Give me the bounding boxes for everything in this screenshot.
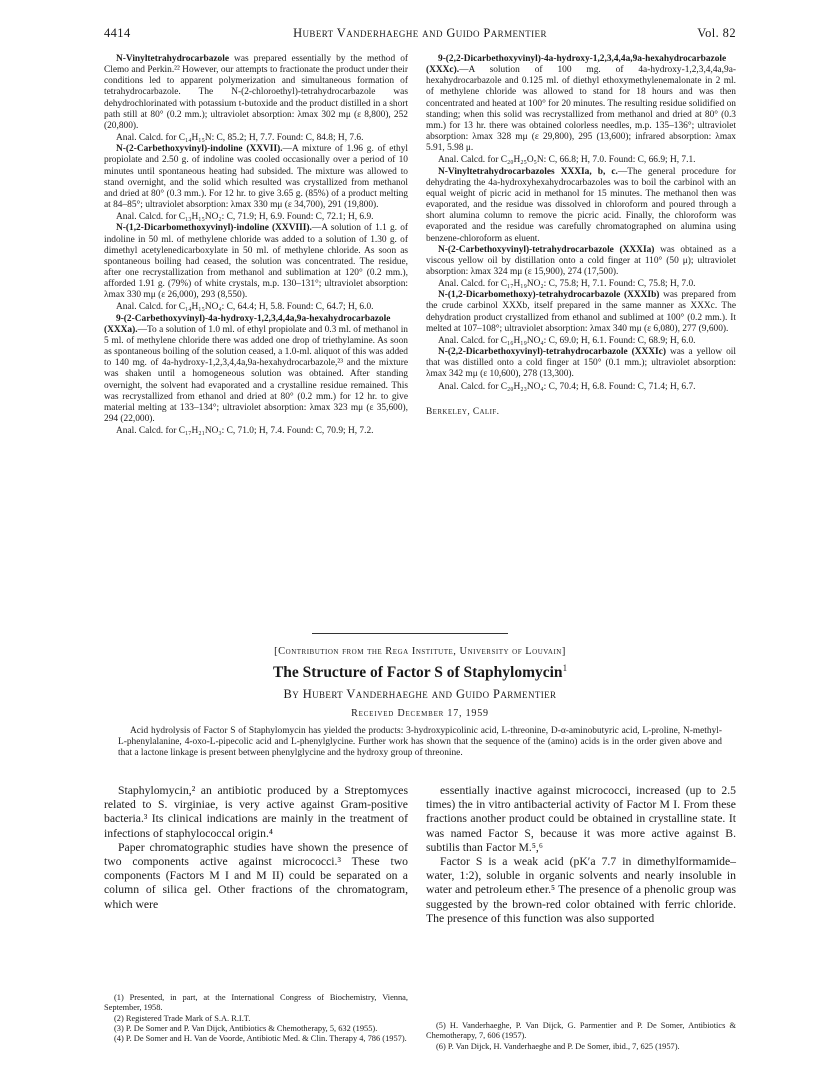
compound-heading: N-(2-Carbethoxyvinyl)-indoline (XXVII). bbox=[116, 144, 283, 155]
paragraph bbox=[426, 167, 736, 245]
paragraph-text: was a yellow oil that was distilled onto a cold finger at 150° (0.1 mm.); ultraviolet absorption: λmax 342 mμ (ε 10,600), 278 (13,300). bbox=[426, 347, 736, 380]
contribution-line: [Contribution from the Rega Institute, University of Louvain] bbox=[274, 646, 566, 657]
footnote: (5) H. Vanderhaeghe, P. Van Dijck, G. Parmentier and P. De Somer, Antibiotics & Chemotherapy, 7, 606 (1957). bbox=[426, 1021, 736, 1041]
paragraph bbox=[426, 347, 736, 380]
analysis-line: Anal. Calcd. for C₁₃H₁₅NO₂: C, 71.9; H, 6.9. Found: C, 72.1; H, 6.9. bbox=[116, 212, 374, 223]
footnote: (2) Registered Trade Mark of S.A. R.I.T. bbox=[114, 1013, 251, 1023]
compound-heading: N-(1,2-Dicarbomethoxy)-tetrahydrocarbazole (XXXIb) bbox=[438, 290, 660, 301]
body-right-column bbox=[426, 784, 736, 926]
body-left-column bbox=[104, 784, 408, 912]
paragraph bbox=[104, 144, 408, 211]
footnote: (3) P. De Somer and P. Van Dijck, Antibiotics & Chemotherapy, 5, 632 (1955). bbox=[114, 1023, 378, 1033]
paragraph bbox=[426, 245, 736, 278]
paragraph-text: —A solution of 100 mg. of 4a-hydroxy-1,2,3,4,4a,9a-hexahydrocarbazole and 0.125 ml. of diethyl ethoxymethylenemalonate in 2 ml. of methylene chloride was allowed to stand for 18 hours and was then concentrated and heated at 100° for 20 minutes. The resulting residue solidified on standing; when this solid was recrystallized from methanol and dried at 80° (0.3 mm.) for 13 hr. there was obtained colorless needles, m.p. 135–136°; ultraviolet absorption: λmax 328 mμ (ε 29,800), 295 (13,600); infrared absorption: λmax 5.91, 5.98 μ. bbox=[426, 65, 736, 154]
compound-heading: N-(2,2-Dicarbethoxyvinyl)-tetrahydrocarbazole (XXXIc) bbox=[438, 347, 666, 358]
analysis-line: Anal. Calcd. for C₁₇H₁₉NO₂: C, 75.8; H, 7.1. Found: C, 75.8; H, 7.0. bbox=[438, 279, 696, 290]
compound-heading: N-(1,2-Dicarbomethoxyvinyl)-indoline (XXVIII). bbox=[116, 223, 312, 234]
section-divider bbox=[312, 633, 508, 634]
paragraph-text: was prepared essentially by the method of Clemo and Perkin.²² However, our attempts to fractionate the product under their conditions led to apparent polymerization and simultaneous formation of tetrahydrocarbazole. The N-(2-chloroethyl)-tetrahydrocarbazole was dehydrochlorinated with potassium t-butoxide and the product distilled in a short path still at 80° (0.2 mm.); ultraviolet absorption: λmax 302 mμ (ε 8,800), 252 (20,800). bbox=[104, 54, 409, 131]
footnote: (6) P. Van Dijck, H. Vanderhaeghe and P. De Somer, ibid., 7, 625 (1957). bbox=[436, 1041, 680, 1051]
received-date: Received December 17, 1959 bbox=[351, 708, 489, 719]
paragraph-text: —The general procedure for dehydrating the 4a-hydroxyhexahydrocarbazoles was to boil the carbinol with an equal weight of picric acid in methanol for 15 minutes. The methanol then was evaporated, and the residue was dissolved in chloroform and poured through a short alumina column to remove the picric acid. Finally, the chloroform was evaporated and the residue was carefully chromatographed on alumina using benzene-chloroform as eluent. bbox=[426, 166, 736, 244]
compound-heading: N-(2-Carbethoxyvinyl)-tetrahydrocarbazole (XXXIa) bbox=[438, 244, 655, 255]
paragraph-text: —A mixture of 1.96 g. of ethyl propiolate and 2.50 g. of indoline was cooled occasionally over a period of 10 minutes until spontaneous heating had subsided. The mixture was allowed to stand overnight, and the solid which resulted was crystallized from methanol and dried at 80° (0.3 mm.). For 12 hr. to give 3.65 g. (85%) of a product melting at 84–85°; ultraviolet absorption: λmax 330 mμ (ε 34,700), 291 (19,800). bbox=[104, 144, 409, 211]
abstract bbox=[118, 726, 722, 760]
body-paragraph: Paper chromatographic studies have shown the presence of two components active against micrococci.³ These two components (Factors M I and M II) could be separated on a column of silica gel. Other fractions of the chromatogram, which were bbox=[104, 840, 408, 911]
analysis-line: Anal. Calcd. for C₁₄H₁₅NO₄: C, 64.4; H, 5.8. Found: C, 64.7; H, 6.0. bbox=[116, 302, 374, 313]
analysis-line: Anal. Calcd. for C₁₇H₂₁NO₃: C, 71.0; H, 7.4. Found: C, 70.9; H, 7.2. bbox=[116, 426, 374, 437]
page-number: 4414 bbox=[104, 26, 131, 40]
article-title-text: The Structure of Factor S of Staphylomycin bbox=[272, 664, 563, 681]
paragraph-text: —A solution of 1.1 g. of indoline in 50 ml. of methylene chloride was added to a solution of 1.30 g. of dimethyl acetylenedicarboxylate in 50 ml. of methylene chloride. As soon as spontaneous boiling had ceased, the solution was concentrated. The residue, after one recrystallization from methanol and sublimation at 120° (0.2 mm.), afforded 1.91 g. (79%) of white crystals, m.p. 130–131°; ultraviolet absorption: λmax 330 mμ (ε 26,000), 293 (8,550). bbox=[104, 223, 408, 301]
analysis-line: Anal. Calcd. for C₁₆H₁₉NO₄: C, 69.0; H, 6.1. Found: C, 68.9; H, 6.0. bbox=[438, 335, 696, 346]
volume-number: Vol. 82 bbox=[697, 26, 736, 40]
compound-heading: 9-(2-Carbethoxyvinyl)-4a-hydroxy-1,2,3,4,4a,9a-hexahydrocarbazole (XXXa). bbox=[104, 313, 391, 335]
paragraph-text: was prepared from the crude carbinol XXXb, itself prepared in the same manner as XXXc. The dehydration product crystallized from ethanol and sublimed at 100° (0.2 mm.). It melted at 107–108°; ultraviolet absorption: λmax 340 mμ (ε 6,080), 277 (9,600). bbox=[426, 290, 737, 334]
footnotes-right bbox=[426, 1021, 736, 1052]
article-title bbox=[104, 664, 736, 682]
paragraph bbox=[426, 54, 736, 154]
footnotes-left bbox=[104, 993, 408, 1044]
footnote: (1) Presented, in part, at the International Congress of Biochemistry, Vienna, September, 1958. bbox=[104, 993, 408, 1013]
paragraph bbox=[104, 314, 408, 426]
compound-heading: N-Vinyltetrahydrocarbazoles XXXIa, b, c. bbox=[438, 166, 618, 177]
body-paragraph: Staphylomycin,² an antibiotic produced by a Streptomyces related to S. virginiae, is very active against Gram-positive bacteria.³ Its clinical indications are mainly in the treatment of infections of staphylococcal origin.⁴ bbox=[104, 784, 408, 840]
article-byline: By Hubert Vanderhaeghe and Guido Parmentier bbox=[283, 687, 557, 701]
paragraph bbox=[426, 290, 736, 335]
analysis-line: Anal. Calcd. for C₂₀H₂₅O₅N: C, 66.8; H, 7.0. Found: C, 66.9; H, 7.1. bbox=[438, 155, 696, 166]
location-signature: Berkeley, Calif. bbox=[426, 406, 500, 417]
footnote: (4) P. De Somer and H. Van de Voorde, Antibiotic Med. & Clin. Therapy 4, 786 (1957). bbox=[114, 1034, 407, 1044]
abstract-text: Acid hydrolysis of Factor S of Staphylomycin has yielded the products: 3-hydroxypicolinic acid, L-threonine, D-α-aminobutyric acid, L-proline, N-methyl-L-phenylalanine, 4-oxo-L-pipecolic acid and L-phenylglycine. Further work has shown that the sequence of the (amino) acids is in the order given above and that a lactone linkage is present between phenylglycine and the hydroxy group of threonine. bbox=[118, 726, 722, 759]
analysis-line: Anal. Calcd. for C₁₄H₁₅N: C, 85.2; H, 7.7. Found: C, 84.8; H, 7.6. bbox=[116, 133, 364, 144]
paragraph bbox=[104, 223, 408, 301]
experimental-right-column bbox=[426, 54, 736, 418]
paragraph bbox=[104, 54, 408, 132]
compound-heading: 9-(2,2-Dicarbethoxyvinyl)-4a-hydroxy-1,2,3,4,4a,9a-hexahydrocarbazole (XXXc). bbox=[426, 54, 727, 76]
paragraph-text: —To a solution of 1.0 ml. of ethyl propiolate and 0.3 ml. of methanol in 5 ml. of methylene chloride there was added one drop of triethylamine. As soon as spontaneous boiling of the solution ceased, a 1.0-ml. aliquot of this was added to 140 mg. of 4a-hydroxy-1,2,3,4,4a,9a-hexahydrocarbazole,²³ and the mixture was shaken until a homogeneous solution was obtained. After standing overnight, the solvent had evaporated and a crystalline residue remained. This was recrystallized from ethanol and dried at 80° (0.2 mm.) for 12 hr. to give material melting at 133–134°; ultraviolet absorption: λmax 323 mμ (ε 35,600), 294 (22,000). bbox=[104, 324, 408, 424]
running-head bbox=[104, 26, 736, 42]
analysis-line: Anal. Calcd. for C₂₀H₂₃NO₄: C, 70.4; H, 6.8. Found: C, 71.4; H, 6.7. bbox=[438, 381, 696, 392]
compound-heading: N-Vinyltetrahydrocarbazole bbox=[116, 54, 229, 64]
experimental-left-column bbox=[104, 54, 408, 437]
running-head-authors: Hubert Vanderhaeghe and Guido Parmentier bbox=[293, 26, 547, 40]
title-footnote-marker: 1 bbox=[562, 662, 568, 673]
body-paragraph: Factor S is a weak acid (pK′a 7.7 in dimethylformamide–water, 1:2), soluble in organic solvents and nearly insoluble in water and petroleum ether.⁵ The presence of a phenolic group was suggested by the brown-red color obtained with ferric chloride. The presence of this function was also supported bbox=[426, 855, 736, 925]
paragraph-text: was obtained as a viscous yellow oil by distillation onto a cold finger at 110° (50 μ); ultraviolet absorption: λmax 324 mμ (ε 15,900), 274 (17,500). bbox=[426, 244, 736, 277]
body-paragraph: essentially inactive against micrococci, increased (up to 2.5 times) the in vitro antibacterial activity of Factor M I. From these fractions another product could be obtained in crystalline state. It was named Factor S, because it was more active against B. subtilis than Factor M.⁵,⁶ bbox=[426, 784, 736, 854]
